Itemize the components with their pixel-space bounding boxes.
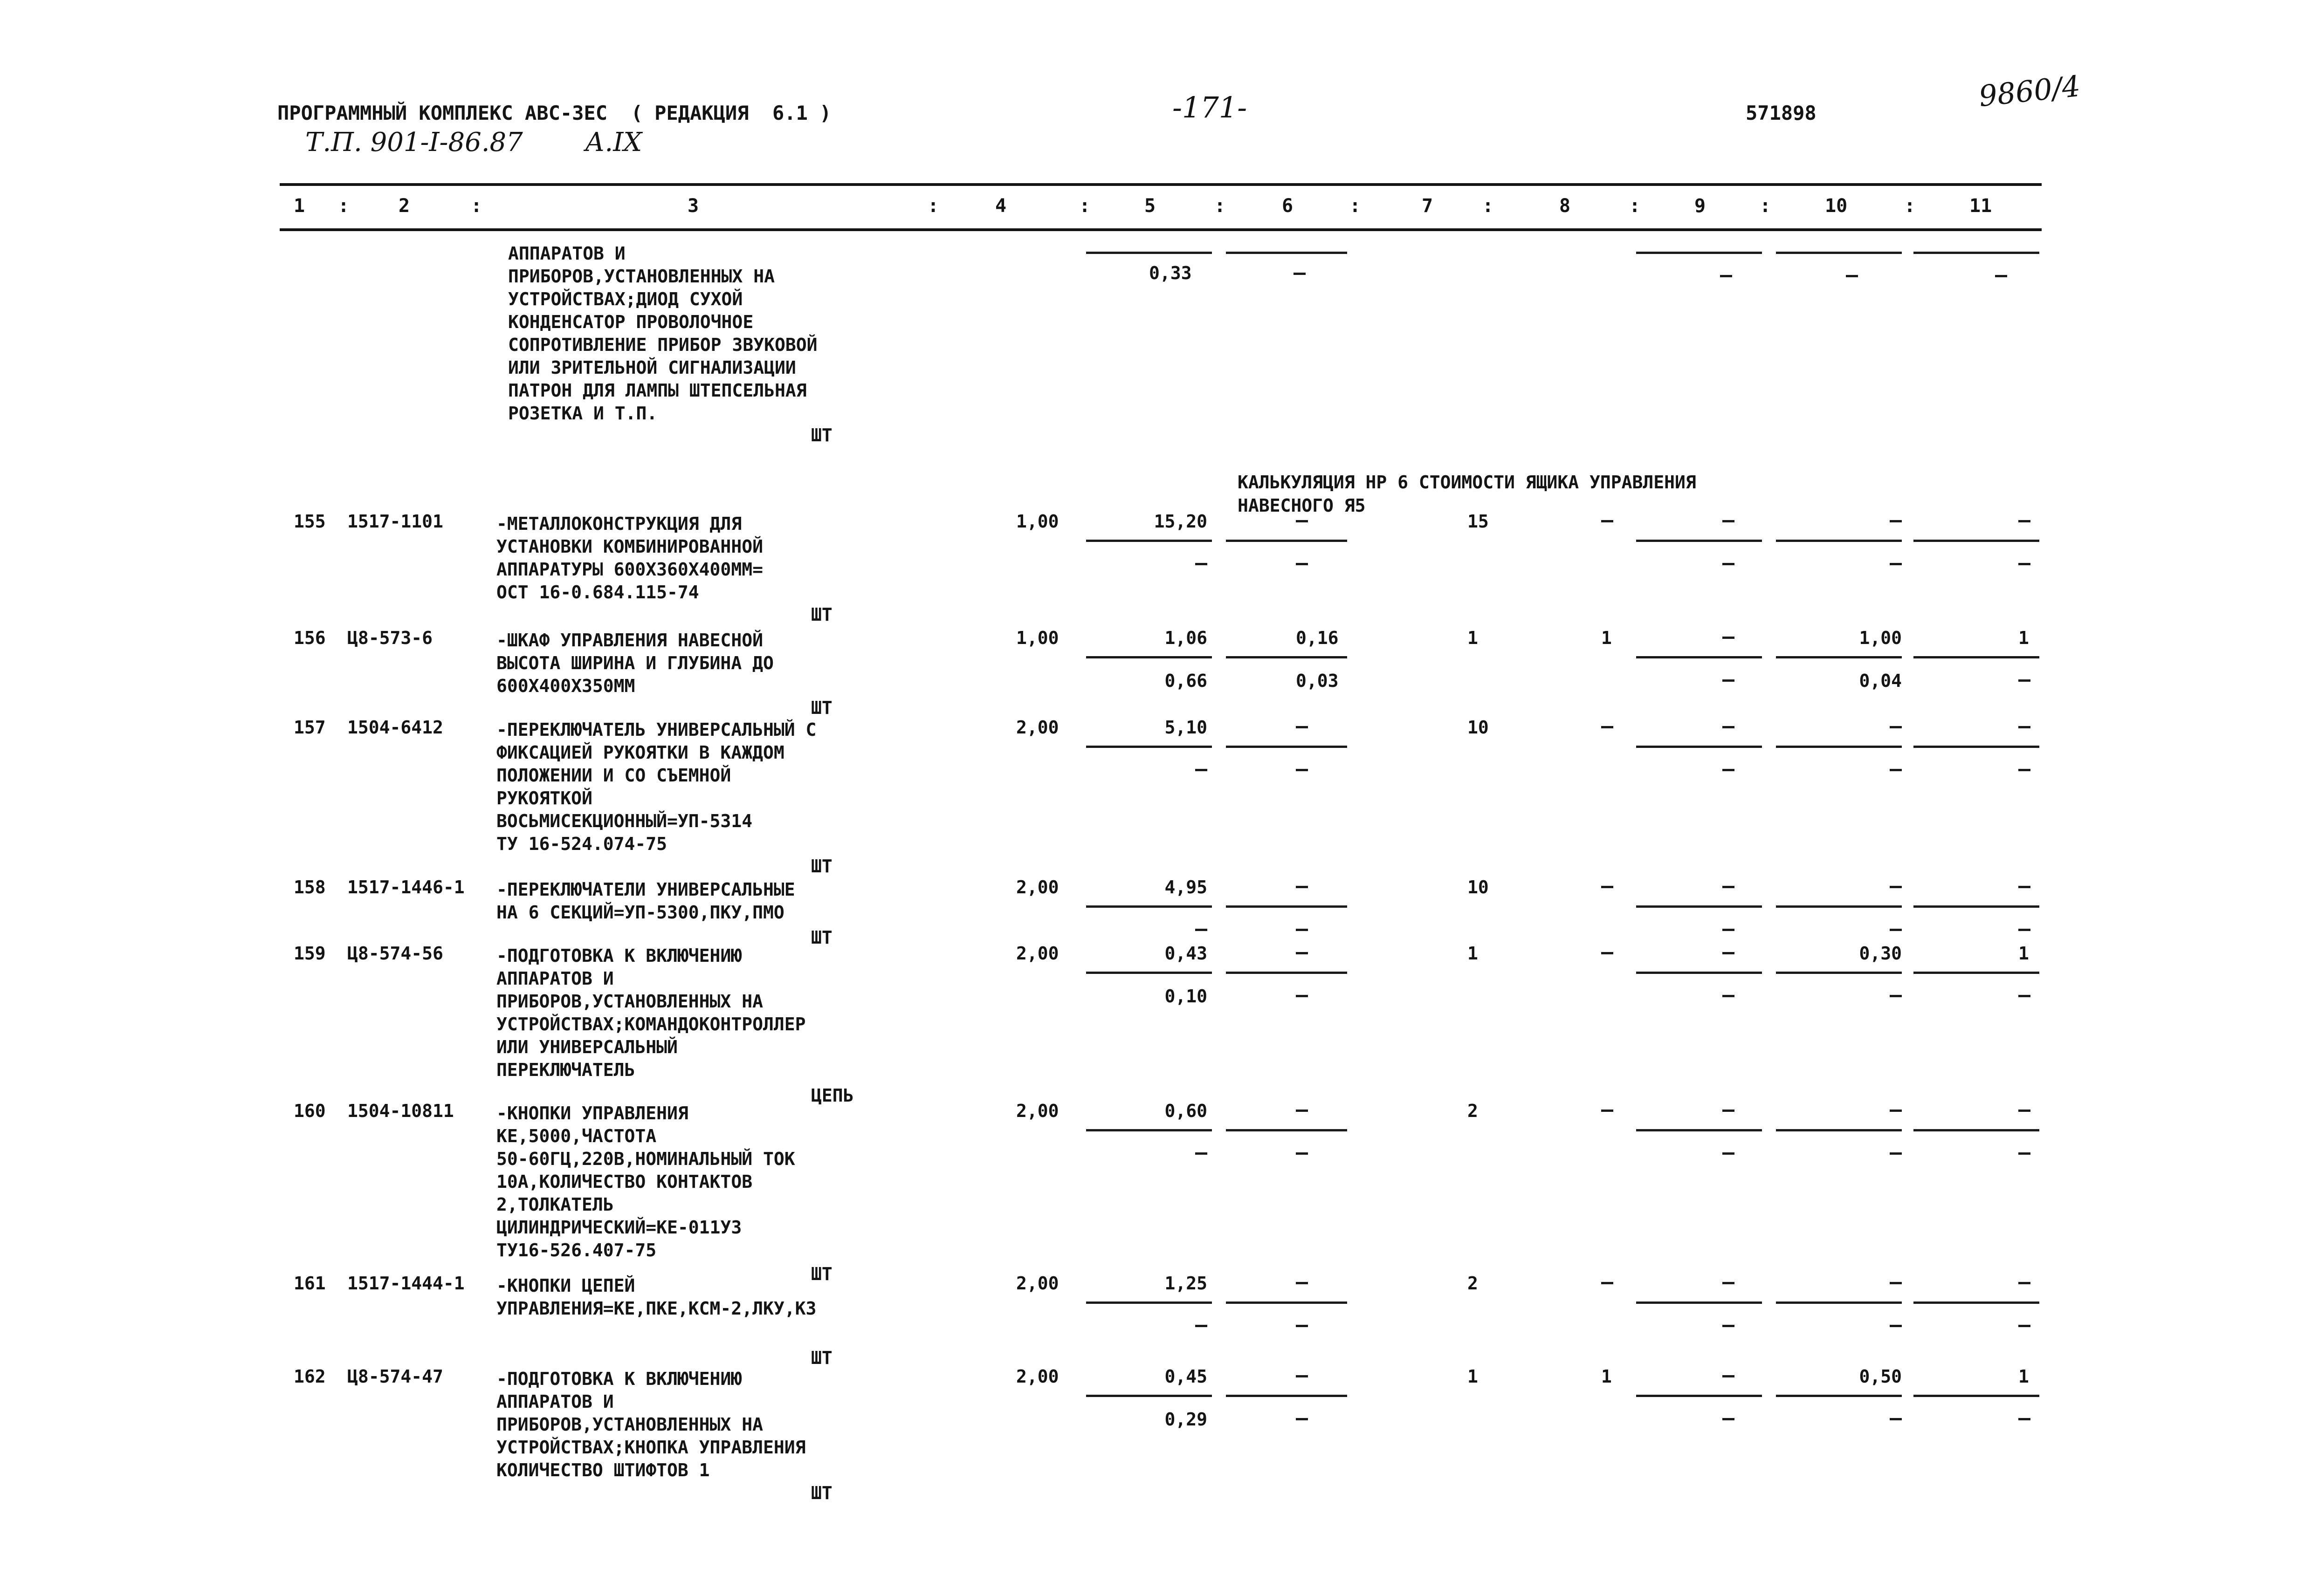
column-separator: : [1079, 195, 1091, 217]
continuation-col6-dash [1294, 273, 1306, 275]
row-separator-line [1776, 1129, 1902, 1131]
row-separator-line [1636, 656, 1762, 658]
row-col11-second-dash [2018, 995, 2030, 997]
row-col6-second-dash [1296, 995, 1308, 997]
row-col9-second-dash [1722, 769, 1734, 771]
row-col5: 0,43 [1164, 943, 1207, 964]
column-separator: : [1760, 195, 1771, 217]
row-col5-second-dash [1195, 563, 1207, 565]
column-separator: : [1904, 195, 1916, 217]
row-col6-dash [1296, 1282, 1308, 1284]
row-separator-line [1086, 746, 1212, 748]
row-separator-line [1913, 540, 2039, 542]
row-description: -ПЕРЕКЛЮЧАТЕЛИ УНИВЕРСАЛЬНЫЕ НА 6 СЕКЦИЙ=УП-5300,ПКУ,ПМО [496, 879, 795, 923]
column-separator: : [1629, 195, 1641, 217]
row-unit: ЦЕПЬ [811, 1085, 854, 1106]
row-separator-line [1636, 1395, 1762, 1397]
continuation-description: АППАРАТОВ И ПРИБОРОВ,УСТАНОВЛЕННЫХ НА УСТРОЙСТВАХ;ДИОД СУХОЙ КОНДЕНСАТОР ПРОВОЛОЧНОЕ СОПРОТИВЛЕНИЕ ПРИБОР ЗВУКОВОЙ ИЛИ ЗРИТЕЛЬНОЙ СИГНАЛИЗАЦИИ ПАТРОН ДЛЯ ЛАМПЫ ШТЕПСЕЛЬНАЯ РОЗЕТКА И Т.П. [508, 243, 818, 424]
row-code: Ц8-573-6 [347, 628, 433, 648]
row-col9-second-dash [1722, 929, 1734, 931]
row-separator-line [1776, 656, 1902, 658]
row-col9-dash [1722, 1375, 1734, 1377]
row-col7: 2 [1467, 1273, 1478, 1294]
row-col6: 0,16 [1296, 628, 1339, 648]
row-number: 161 [294, 1273, 326, 1294]
row-col11-second-dash [2018, 929, 2030, 931]
row-col11-second-dash [2018, 1418, 2030, 1420]
row-col6-second-dash [1296, 1152, 1308, 1155]
column-number: 1 [294, 195, 305, 217]
column-number: 2 [399, 195, 410, 217]
row-number: 156 [294, 628, 326, 648]
column-number: 9 [1694, 195, 1706, 217]
row-col10-second-dash [1890, 563, 1902, 565]
row-number: 155 [294, 511, 326, 532]
column-number: 4 [995, 195, 1007, 217]
row-col11-dash [2018, 726, 2030, 728]
row-col11-second-dash [2018, 679, 2030, 682]
row-col9-second-dash [1722, 1418, 1734, 1420]
row-col7: 1 [1467, 628, 1478, 648]
corner-handwritten-mark: 9860/4 [1977, 68, 2082, 114]
continuation-col9-dash [1720, 275, 1732, 277]
continuation-col5: 0,33 [1149, 263, 1192, 283]
row-code: 1517-1444-1 [347, 1273, 465, 1294]
row-code: 1504-6412 [347, 717, 443, 738]
row-col9-second-dash [1722, 679, 1734, 682]
row-separator-line [1226, 972, 1347, 974]
row-description: -МЕТАЛЛОКОНСТРУКЦИЯ ДЛЯ УСТАНОВКИ КОМБИНИРОВАННОЙ АППАРАТУРЫ 600Х360Х400ММ= ОСТ 16-0.684.115-74 [496, 514, 763, 603]
continuation-separator [1086, 252, 1212, 254]
row-col9-dash [1722, 1282, 1734, 1284]
row-col8-dash [1601, 1110, 1613, 1112]
row-separator-line [1086, 1129, 1212, 1131]
row-col6-second-dash [1296, 929, 1308, 931]
row-col10-second-dash [1890, 1418, 1902, 1420]
header-rule-top [280, 183, 2042, 186]
row-col5: 5,10 [1164, 717, 1207, 738]
row-description: -КНОПКИ УПРАВЛЕНИЯ КЕ,5000,ЧАСТОТА 50-60ГЦ,220В,НОМИНАЛЬНЫЙ ТОК 10А,КОЛИЧЕСТВО КОНТАКТОВ 2,ТОЛКАТЕЛЬ ЦИЛИНДРИЧЕСКИЙ=КЕ-011У3 ТУ16-526.407-75 [496, 1103, 795, 1260]
row-col7: 1 [1467, 1366, 1478, 1387]
row-col5: 15,20 [1154, 511, 1207, 532]
row-col11-second-dash [2018, 1152, 2030, 1155]
row-separator-line [1913, 905, 2039, 908]
row-col6-second-dash [1296, 769, 1308, 771]
row-col6-dash [1296, 726, 1308, 728]
column-separator: : [471, 195, 482, 217]
row-col11: 1 [2018, 628, 2029, 648]
row-separator-line [1226, 746, 1347, 748]
row-col11-dash [2018, 520, 2030, 522]
row-col9-second-dash [1722, 1325, 1734, 1327]
row-col5: 0,60 [1164, 1101, 1207, 1121]
row-separator-line [1636, 972, 1762, 974]
column-separator: : [1482, 195, 1494, 217]
row-separator-line [1913, 746, 2039, 748]
row-quantity: 2,00 [1016, 717, 1059, 738]
row-col8-dash [1601, 520, 1613, 522]
row-col7: 10 [1467, 717, 1489, 738]
row-col10-dash [1890, 726, 1902, 728]
row-separator-line [1226, 1395, 1347, 1397]
row-quantity: 1,00 [1016, 511, 1059, 532]
row-col10-second-dash [1890, 769, 1902, 771]
row-col8-dash [1601, 1282, 1613, 1284]
row-col5: 1,25 [1164, 1273, 1207, 1294]
row-separator-line [1086, 1301, 1212, 1304]
row-unit: ШТ [811, 1348, 833, 1368]
row-col6-second-dash [1296, 1418, 1308, 1420]
row-unit: ШТ [811, 1264, 833, 1284]
row-col10: 1,00 [1859, 628, 1902, 648]
row-col10-second-dash [1890, 929, 1902, 931]
row-code: Ц8-574-56 [347, 943, 443, 964]
row-col6-dash [1296, 886, 1308, 888]
section-title: КАЛЬКУЛЯЦИЯ НР 6 СТОИМОСТИ ЯЩИКА УПРАВЛЕНИЯ НАВЕСНОГО Я5 [1238, 472, 1696, 516]
continuation-separator [1636, 252, 1762, 254]
document-code: 571898 [1746, 102, 1817, 124]
row-separator-line [1776, 972, 1902, 974]
row-col5-second-dash [1195, 1325, 1207, 1327]
row-unit: ШТ [811, 604, 833, 625]
row-separator-line [1913, 972, 2039, 974]
row-col5-second: 0,29 [1164, 1409, 1207, 1430]
row-col9-dash [1722, 726, 1734, 728]
column-number: 8 [1559, 195, 1571, 217]
continuation-separator [1226, 252, 1347, 254]
row-description: -ПОДГОТОВКА К ВКЛЮЧЕНИЮ АППАРАТОВ И ПРИБОРОВ,УСТАНОВЛЕННЫХ НА УСТРОЙСТВАХ;КНОПКА УПРАВЛЕНИЯ КОЛИЧЕСТВО ШТИФТОВ 1 [496, 1369, 806, 1480]
row-description: -КНОПКИ ЦЕПЕЙ УПРАВЛЕНИЯ=КЕ,ПКЕ,КСМ-2,ЛКУ,КЗ [496, 1275, 817, 1319]
column-number: 3 [688, 195, 699, 217]
program-title: ПРОГРАММНЫЙ КОМПЛЕКС АВС-3ЕС ( РЕДАКЦИЯ 6.1 ) [277, 102, 832, 124]
row-number: 159 [294, 943, 326, 964]
row-col9-second-dash [1722, 1152, 1734, 1155]
row-col7: 2 [1467, 1101, 1478, 1121]
row-col6-dash [1296, 952, 1308, 954]
row-separator-line [1226, 540, 1347, 542]
row-quantity: 2,00 [1016, 1101, 1059, 1121]
row-col5-second: 0,66 [1164, 671, 1207, 691]
row-col9-dash [1722, 637, 1734, 639]
row-col10-second: 0,04 [1859, 671, 1902, 691]
row-code: Ц8-574-47 [347, 1366, 443, 1387]
row-quantity: 2,00 [1016, 877, 1059, 897]
page-number: -171- [1172, 90, 1247, 124]
row-separator-line [1226, 1301, 1347, 1304]
row-separator-line [1636, 905, 1762, 908]
row-separator-line [1913, 656, 2039, 658]
row-col5-second-dash [1195, 1152, 1207, 1155]
row-col11: 1 [2018, 1366, 2029, 1387]
column-separator: : [1214, 195, 1226, 217]
row-code: 1517-1101 [347, 511, 443, 532]
row-col5-second: 0,10 [1164, 986, 1207, 1007]
row-col5: 0,45 [1164, 1366, 1207, 1387]
row-col5-second-dash [1195, 929, 1207, 931]
row-quantity: 1,00 [1016, 628, 1059, 648]
row-col5-second-dash [1195, 769, 1207, 771]
row-description: -ПОДГОТОВКА К ВКЛЮЧЕНИЮ АППАРАТОВ И ПРИБОРОВ,УСТАНОВЛЕННЫХ НА УСТРОЙСТВАХ;КОМАНДОКОНТРОЛЛЕР ИЛИ УНИВЕРСАЛЬНЫЙ ПЕРЕКЛЮЧАТЕЛЬ [496, 945, 806, 1080]
row-col10-dash [1890, 1282, 1902, 1284]
row-col11-dash [2018, 1110, 2030, 1112]
row-col7: 10 [1467, 877, 1489, 897]
row-separator-line [1636, 746, 1762, 748]
row-separator-line [1636, 1301, 1762, 1304]
row-col6-dash [1296, 1110, 1308, 1112]
row-col8-dash [1601, 886, 1613, 888]
row-description: -ШКАФ УПРАВЛЕНИЯ НАВЕСНОЙ ВЫСОТА ШИРИНА И ГЛУБИНА ДО 600Х400Х350ММ [496, 630, 774, 696]
continuation-separator [1776, 252, 1902, 254]
row-col10: 0,50 [1859, 1366, 1902, 1387]
column-number: 10 [1825, 195, 1848, 217]
row-col9-dash [1722, 1110, 1734, 1112]
column-number: 5 [1144, 195, 1156, 217]
row-col6-second: 0,03 [1296, 671, 1339, 691]
row-col5: 1,06 [1164, 628, 1207, 648]
row-separator-line [1776, 1395, 1902, 1397]
row-col9-second-dash [1722, 995, 1734, 997]
row-col10-second-dash [1890, 1152, 1902, 1155]
row-separator-line [1776, 1301, 1902, 1304]
row-col10-dash [1890, 1110, 1902, 1112]
row-col7: 15 [1467, 511, 1489, 532]
row-col8: 1 [1601, 1366, 1612, 1387]
row-col11-second-dash [2018, 769, 2030, 771]
row-code: 1504-10811 [347, 1101, 454, 1121]
row-col8-dash [1601, 726, 1613, 728]
row-separator-line [1086, 972, 1212, 974]
continuation-unit: ШТ [811, 425, 833, 445]
row-separator-line [1913, 1129, 2039, 1131]
row-unit: ШТ [811, 927, 833, 948]
row-separator-line [1636, 540, 1762, 542]
row-col5: 4,95 [1164, 877, 1207, 897]
row-col11-dash [2018, 886, 2030, 888]
row-separator-line [1913, 1301, 2039, 1304]
row-col6-dash [1296, 520, 1308, 522]
row-unit: ШТ [811, 1483, 833, 1503]
project-number: Т.П. 901-I-86.87 [305, 127, 523, 158]
album-number: А.IX [585, 127, 642, 158]
row-number: 158 [294, 877, 326, 897]
row-separator-line [1776, 540, 1902, 542]
row-col10: 0,30 [1859, 943, 1902, 964]
column-number: 7 [1422, 195, 1433, 217]
header-rule-bottom [280, 228, 2042, 231]
row-col6-second-dash [1296, 1325, 1308, 1327]
row-unit: ШТ [811, 698, 833, 718]
row-col11: 1 [2018, 943, 2029, 964]
row-separator-line [1636, 1129, 1762, 1131]
row-col11-dash [2018, 1282, 2030, 1284]
row-separator-line [1086, 905, 1212, 908]
continuation-col11-dash [1995, 275, 2007, 277]
row-col8: 1 [1601, 628, 1612, 648]
row-col10-second-dash [1890, 1325, 1902, 1327]
row-separator-line [1086, 656, 1212, 658]
row-number: 162 [294, 1366, 326, 1387]
row-col9-second-dash [1722, 563, 1734, 565]
row-number: 157 [294, 717, 326, 738]
row-unit: ШТ [811, 856, 833, 877]
row-col6-dash [1296, 1375, 1308, 1377]
column-separator: : [928, 195, 939, 217]
row-description: -ПЕРЕКЛЮЧАТЕЛЬ УНИВЕРСАЛЬНЫЙ С ФИКСАЦИЕЙ РУКОЯТКИ В КАЖДОМ ПОЛОЖЕНИИ И СО СЪЕМНОЙ РУКОЯТКОЙ ВОСЬМИСЕКЦИОННЫЙ=УП-5314 ТУ 16-524.074-75 [496, 719, 817, 854]
row-col9-dash [1722, 952, 1734, 954]
column-number: 11 [1969, 195, 1992, 217]
row-col7: 1 [1467, 943, 1478, 964]
row-col10-dash [1890, 886, 1902, 888]
row-code: 1517-1446-1 [347, 877, 465, 897]
row-quantity: 2,00 [1016, 1366, 1059, 1387]
row-separator-line [1776, 905, 1902, 908]
row-number: 160 [294, 1101, 326, 1121]
continuation-col10-dash [1846, 275, 1858, 277]
column-separator: : [338, 195, 350, 217]
row-separator-line [1086, 1395, 1212, 1397]
row-col11-second-dash [2018, 1325, 2030, 1327]
row-separator-line [1226, 1129, 1347, 1131]
column-separator: : [1349, 195, 1361, 217]
row-col10-dash [1890, 520, 1902, 522]
column-number: 6 [1282, 195, 1294, 217]
row-col8-dash [1601, 952, 1613, 954]
row-separator-line [1086, 540, 1212, 542]
row-col11-second-dash [2018, 563, 2030, 565]
row-separator-line [1776, 746, 1902, 748]
row-separator-line [1913, 1395, 2039, 1397]
row-separator-line [1226, 905, 1347, 908]
continuation-separator [1913, 252, 2039, 254]
row-separator-line [1226, 656, 1347, 658]
row-col6-second-dash [1296, 563, 1308, 565]
row-col9-dash [1722, 886, 1734, 888]
row-quantity: 2,00 [1016, 1273, 1059, 1294]
row-quantity: 2,00 [1016, 943, 1059, 964]
row-col10-second-dash [1890, 995, 1902, 997]
row-col9-dash [1722, 520, 1734, 522]
